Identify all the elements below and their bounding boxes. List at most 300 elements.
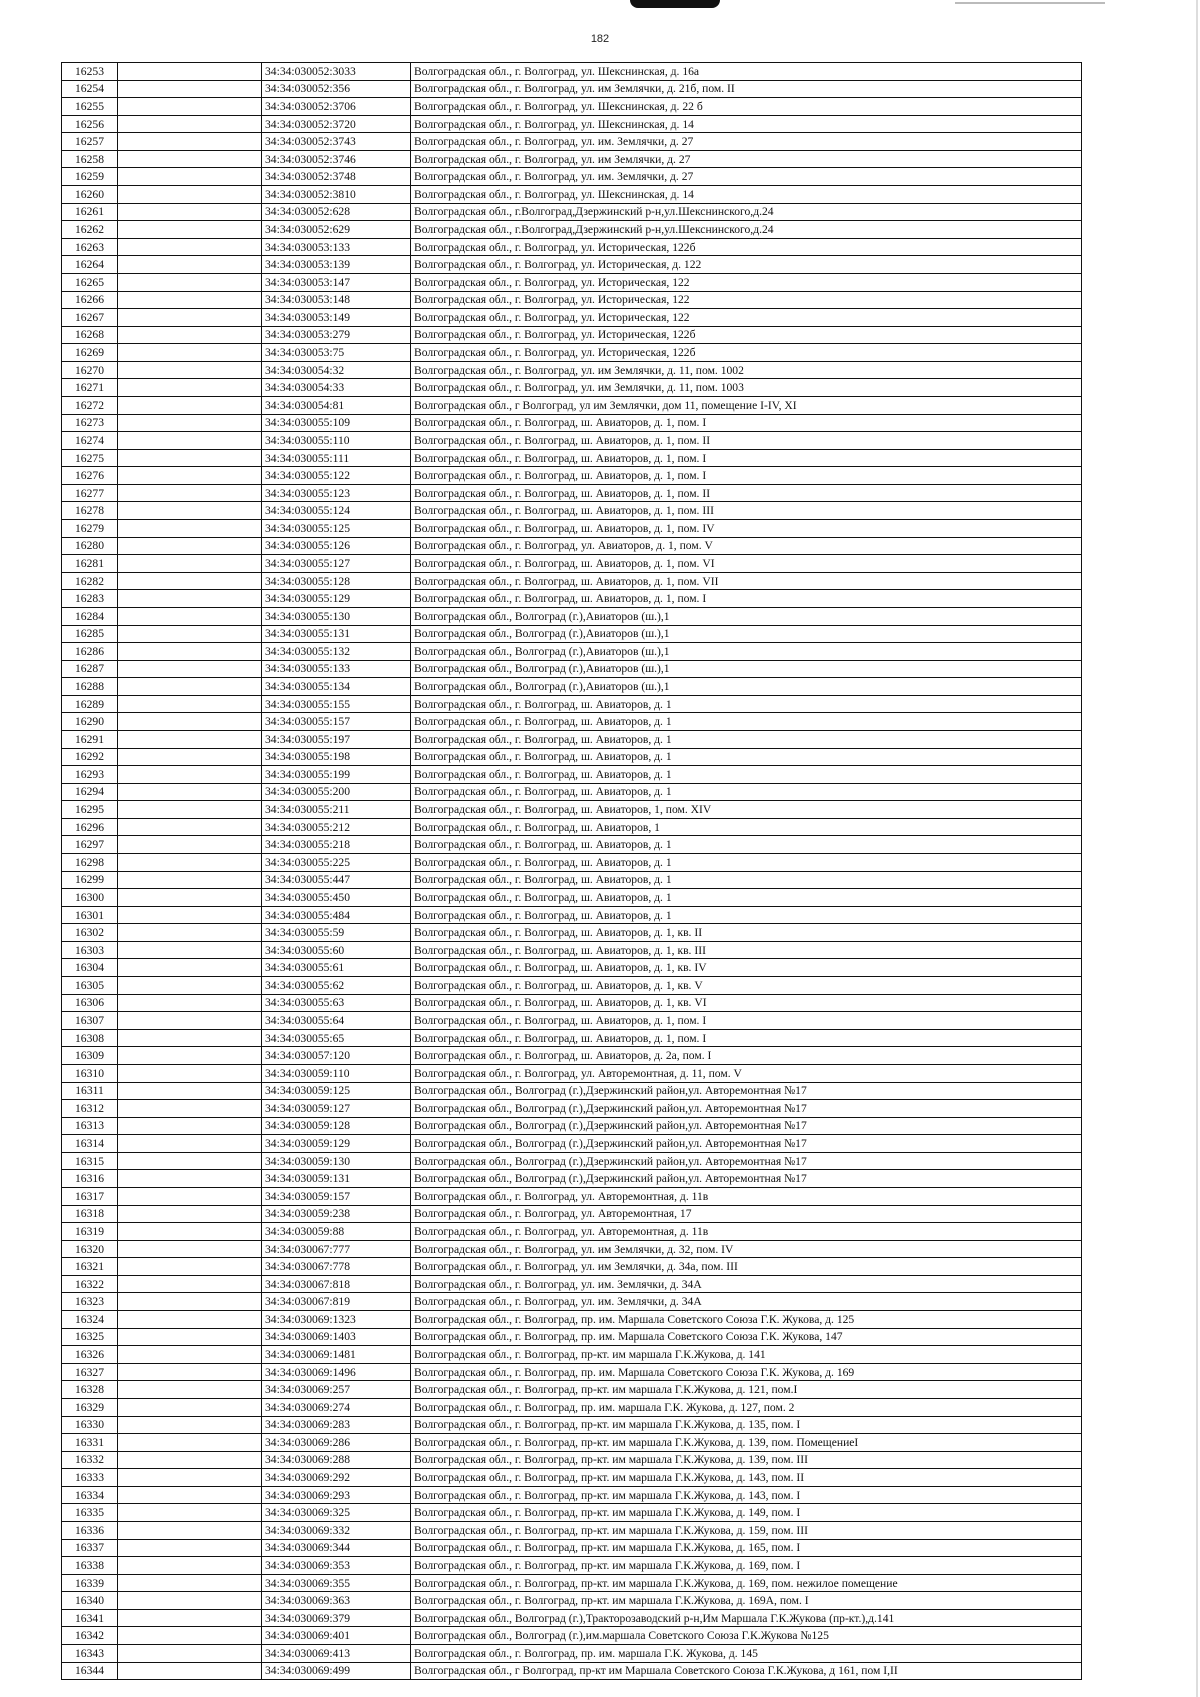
address: Волгоградская обл., г. Волгоград, ш. Авиаторов, д. 1, пом. I (411, 467, 1082, 485)
address: Волгоградская обл., г. Волгоград, ул. Шекснинская, д. 14 (411, 186, 1082, 204)
row-number: 16341 (62, 1609, 118, 1627)
address: Волгоградская обл., г. Волгоград, ш. Авиаторов, д. 1 (411, 766, 1082, 784)
blank-cell (118, 1504, 262, 1522)
blank-cell (118, 256, 262, 274)
table-row (62, 801, 1082, 819)
table-row (62, 1609, 1082, 1627)
cadastral-number: 34:34:030069:379 (262, 1609, 411, 1627)
cadastral-number: 34:34:030069:1481 (262, 1346, 411, 1364)
address: Волгоградская обл., Волгоград (г.),Дзержинский район,ул. Авторемонтная №17 (411, 1082, 1082, 1100)
cadastral-number: 34:34:030053:279 (262, 326, 411, 344)
address: Волгоградская обл., г. Волгоград, пр-кт. им маршала Г.К.Жукова, д. 169, пом. I (411, 1557, 1082, 1575)
row-number: 16275 (62, 449, 118, 467)
table-row (62, 1592, 1082, 1610)
row-number: 16272 (62, 396, 118, 414)
address: Волгоградская обл., г. Волгоград, ш. Авиаторов, д. 1 (411, 836, 1082, 854)
row-number: 16270 (62, 361, 118, 379)
blank-cell (118, 924, 262, 942)
table-row (62, 1451, 1082, 1469)
row-number: 16286 (62, 643, 118, 661)
cadastral-number: 34:34:030055:61 (262, 959, 411, 977)
cadastral-number: 34:34:030055:123 (262, 484, 411, 502)
table-row (62, 1152, 1082, 1170)
cadastral-number: 34:34:030052:3748 (262, 168, 411, 186)
cadastral-number: 34:34:030069:257 (262, 1381, 411, 1399)
address: Волгоградская обл., г. Волгоград, ш. Авиаторов, д. 1 (411, 713, 1082, 731)
table-row (62, 783, 1082, 801)
address: Волгоградская обл., Волгоград (г.),Авиаторов (ш.),1 (411, 643, 1082, 661)
table-row (62, 1012, 1082, 1030)
address: Волгоградская обл., г. Волгоград, ул. им. Землячки, д. 34А (411, 1275, 1082, 1293)
blank-cell (118, 1592, 262, 1610)
row-number: 16308 (62, 1029, 118, 1047)
row-number: 16344 (62, 1662, 118, 1680)
row-number: 16300 (62, 889, 118, 907)
blank-cell (118, 361, 262, 379)
row-number: 16335 (62, 1504, 118, 1522)
cadastral-number: 34:34:030053:148 (262, 291, 411, 309)
table-row (62, 871, 1082, 889)
address: Волгоградская обл., г. Волгоград, ул. Историческая, д. 122 (411, 256, 1082, 274)
address: Волгоградская обл., г. Волгоград, ш. Авиаторов, д. 1, пом. IV (411, 520, 1082, 538)
row-number: 16282 (62, 572, 118, 590)
table-row (62, 326, 1082, 344)
blank-cell (118, 1486, 262, 1504)
row-number: 16267 (62, 309, 118, 327)
row-number: 16278 (62, 502, 118, 520)
table-row (62, 730, 1082, 748)
table-row (62, 1521, 1082, 1539)
table-row (62, 1398, 1082, 1416)
blank-cell (118, 1539, 262, 1557)
registry-body (62, 63, 1082, 1680)
table-row (62, 941, 1082, 959)
blank-cell (118, 396, 262, 414)
address: Волгоградская обл., г. Волгоград, ш. Авиаторов, д. 1, кв. II (411, 924, 1082, 942)
blank-cell (118, 1275, 262, 1293)
row-number: 16323 (62, 1293, 118, 1311)
cadastral-number: 34:34:030069:274 (262, 1398, 411, 1416)
address: Волгоградская обл., г. Волгоград, ул. им Землячки, д. 27 (411, 150, 1082, 168)
blank-cell (118, 1188, 262, 1206)
table-row (62, 115, 1082, 133)
row-number: 16330 (62, 1416, 118, 1434)
row-number: 16318 (62, 1205, 118, 1223)
blank-cell (118, 1047, 262, 1065)
blank-cell (118, 1398, 262, 1416)
table-row (62, 994, 1082, 1012)
blank-cell (118, 98, 262, 116)
row-number: 16262 (62, 221, 118, 239)
cadastral-number: 34:34:030059:131 (262, 1170, 411, 1188)
address: Волгоградская обл., г. Волгоград, ул. Авиаторов, д. 1, пом. V (411, 537, 1082, 555)
row-number: 16312 (62, 1100, 118, 1118)
address: Волгоградская обл., Волгоград (г.),Дзержинский район,ул. Авторемонтная №17 (411, 1100, 1082, 1118)
blank-cell (118, 572, 262, 590)
row-number: 16256 (62, 115, 118, 133)
row-number: 16285 (62, 625, 118, 643)
cadastral-number: 34:34:030067:819 (262, 1293, 411, 1311)
row-number: 16280 (62, 537, 118, 555)
table-row (62, 1205, 1082, 1223)
table-row (62, 396, 1082, 414)
address: Волгоградская обл., г. Волгоград, ш. Авиаторов, д. 1, кв. III (411, 941, 1082, 959)
table-row (62, 1346, 1082, 1364)
table-row (62, 1504, 1082, 1522)
blank-cell (118, 80, 262, 98)
table-row (62, 1223, 1082, 1241)
blank-cell (118, 730, 262, 748)
cadastral-number: 34:34:030059:88 (262, 1223, 411, 1241)
cadastral-number: 34:34:030069:401 (262, 1627, 411, 1645)
blank-cell (118, 414, 262, 432)
table-row (62, 484, 1082, 502)
table-row (62, 889, 1082, 907)
address: Волгоградская обл., г. Волгоград, ул. Авторемонтная, д. 11в (411, 1188, 1082, 1206)
address: Волгоградская обл., Волгоград (г.),им.маршала Советского Союза Г.К.Жукова №125 (411, 1627, 1082, 1645)
cadastral-number: 34:34:030069:1403 (262, 1328, 411, 1346)
blank-cell (118, 1557, 262, 1575)
table-row (62, 1064, 1082, 1082)
table-row (62, 221, 1082, 239)
row-number: 16321 (62, 1258, 118, 1276)
blank-cell (118, 1012, 262, 1030)
blank-cell (118, 1100, 262, 1118)
row-number: 16258 (62, 150, 118, 168)
cadastral-number: 34:34:030059:130 (262, 1152, 411, 1170)
address: Волгоградская обл., г. Волгоград, ш. Авиаторов, д. 1 (411, 695, 1082, 713)
address: Волгоградская обл., г. Волгоград, ш. Авиаторов, д. 1, пом. I (411, 590, 1082, 608)
row-number: 16274 (62, 432, 118, 450)
blank-cell (118, 1574, 262, 1592)
table-row (62, 959, 1082, 977)
row-number: 16279 (62, 520, 118, 538)
cadastral-number: 34:34:030055:132 (262, 643, 411, 661)
table-row (62, 63, 1082, 81)
table-row (62, 924, 1082, 942)
blank-cell (118, 836, 262, 854)
cadastral-number: 34:34:030055:197 (262, 730, 411, 748)
cadastral-number: 34:34:030055:484 (262, 906, 411, 924)
cadastral-number: 34:34:030055:126 (262, 537, 411, 555)
row-number: 16313 (62, 1117, 118, 1135)
blank-cell (118, 1346, 262, 1364)
row-number: 16315 (62, 1152, 118, 1170)
cadastral-number: 34:34:030057:120 (262, 1047, 411, 1065)
blank-cell (118, 63, 262, 81)
blank-cell (118, 1293, 262, 1311)
blank-cell (118, 1328, 262, 1346)
row-number: 16331 (62, 1434, 118, 1452)
table-row (62, 379, 1082, 397)
scan-artifact-edge (1196, 0, 1198, 1697)
blank-cell (118, 221, 262, 239)
table-row (62, 1645, 1082, 1663)
table-row (62, 1557, 1082, 1575)
row-number: 16288 (62, 678, 118, 696)
row-number: 16305 (62, 977, 118, 995)
blank-cell (118, 467, 262, 485)
address: Волгоградская обл., г. Волгоград, пр-кт. им маршала Г.К.Жукова, д. 143, пом. I (411, 1486, 1082, 1504)
cadastral-number: 34:34:030055:110 (262, 432, 411, 450)
cadastral-number: 34:34:030069:413 (262, 1645, 411, 1663)
row-number: 16296 (62, 818, 118, 836)
table-row (62, 1328, 1082, 1346)
cadastral-number: 34:34:030069:288 (262, 1451, 411, 1469)
address: Волгоградская обл., г. Волгоград, ш. Авиаторов, д. 1 (411, 854, 1082, 872)
row-number: 16328 (62, 1381, 118, 1399)
table-row (62, 977, 1082, 995)
cadastral-number: 34:34:030054:81 (262, 396, 411, 414)
address: Волгоградская обл., г. Волгоград, ул. Авторемонтная, 17 (411, 1205, 1082, 1223)
cadastral-number: 34:34:030053:147 (262, 273, 411, 291)
cadastral-number: 34:34:030052:3706 (262, 98, 411, 116)
blank-cell (118, 854, 262, 872)
row-number: 16277 (62, 484, 118, 502)
address: Волгоградская обл., г.Волгоград,Дзержинский р-н,ул.Шекснинского,д.24 (411, 203, 1082, 221)
address: Волгоградская обл., г. Волгоград, ул. им Землячки, д. 34а, пом. III (411, 1258, 1082, 1276)
blank-cell (118, 941, 262, 959)
blank-cell (118, 1029, 262, 1047)
blank-cell (118, 977, 262, 995)
address: Волгоградская обл., г. Волгоград, ш. Авиаторов, д. 1, пом. I (411, 1012, 1082, 1030)
address: Волгоградская обл., г.Волгоград,Дзержинский р-н,ул.Шекснинского,д.24 (411, 221, 1082, 239)
blank-cell (118, 1117, 262, 1135)
blank-cell (118, 203, 262, 221)
blank-cell (118, 713, 262, 731)
row-number: 16325 (62, 1328, 118, 1346)
address: Волгоградская обл., г. Волгоград, пр-кт. им маршала Г.К.Жукова, д. 165, пом. I (411, 1539, 1082, 1557)
cadastral-number: 34:34:030069:1496 (262, 1363, 411, 1381)
row-number: 16287 (62, 660, 118, 678)
table-row (62, 1311, 1082, 1329)
cadastral-number: 34:34:030055:130 (262, 607, 411, 625)
table-row (62, 1240, 1082, 1258)
row-number: 16291 (62, 730, 118, 748)
table-row (62, 1293, 1082, 1311)
blank-cell (118, 432, 262, 450)
cadastral-number: 34:34:030055:155 (262, 695, 411, 713)
blank-cell (118, 1609, 262, 1627)
cadastral-number: 34:34:030052:628 (262, 203, 411, 221)
address: Волгоградская обл., г. Волгоград, ш. Авиаторов, д. 1, пом. II (411, 432, 1082, 450)
table-row (62, 203, 1082, 221)
cadastral-number: 34:34:030059:238 (262, 1205, 411, 1223)
cadastral-number: 34:34:030053:75 (262, 344, 411, 362)
row-number: 16265 (62, 273, 118, 291)
address: Волгоградская обл., г. Волгоград, ул. им. Землячки, д. 27 (411, 133, 1082, 151)
table-row (62, 1275, 1082, 1293)
row-number: 16253 (62, 63, 118, 81)
table-row (62, 1574, 1082, 1592)
table-row (62, 502, 1082, 520)
table-row (62, 1258, 1082, 1276)
blank-cell (118, 994, 262, 1012)
blank-cell (118, 643, 262, 661)
address: Волгоградская обл., г. Волгоград, ул. Историческая, 122 (411, 291, 1082, 309)
row-number: 16334 (62, 1486, 118, 1504)
blank-cell (118, 502, 262, 520)
blank-cell (118, 1205, 262, 1223)
address: Волгоградская обл., г. Волгоград, пр. им. Маршала Советского Союза Г.К. Жукова, д. 125 (411, 1311, 1082, 1329)
cadastral-number: 34:34:030055:109 (262, 414, 411, 432)
cadastral-number: 34:34:030055:122 (262, 467, 411, 485)
blank-cell (118, 678, 262, 696)
address: Волгоградская обл., г. Волгоград, ул. Историческая, 122б (411, 344, 1082, 362)
row-number: 16261 (62, 203, 118, 221)
address: Волгоградская обл., г. Волгоград, ш. Авиаторов, д. 1, кв. IV (411, 959, 1082, 977)
address: Волгоградская обл., г. Волгоград, ш. Авиаторов, д. 1, пом. I (411, 1029, 1082, 1047)
cadastral-number: 34:34:030069:353 (262, 1557, 411, 1575)
table-row (62, 1486, 1082, 1504)
table-row (62, 291, 1082, 309)
row-number: 16264 (62, 256, 118, 274)
table-row (62, 854, 1082, 872)
cadastral-number: 34:34:030055:60 (262, 941, 411, 959)
table-row (62, 133, 1082, 151)
address: Волгоградская обл., Волгоград (г.),Авиаторов (ш.),1 (411, 660, 1082, 678)
cadastral-number: 34:34:030059:128 (262, 1117, 411, 1135)
cadastral-number: 34:34:030069:332 (262, 1521, 411, 1539)
table-row (62, 1363, 1082, 1381)
address: Волгоградская обл., г Волгоград, пр-кт им Маршала Советского Союза Г.К.Жукова, д 161, пом I,II (411, 1662, 1082, 1680)
row-number: 16319 (62, 1223, 118, 1241)
table-row (62, 467, 1082, 485)
table-row (62, 1469, 1082, 1487)
cadastral-number: 34:34:030053:133 (262, 238, 411, 256)
cadastral-number: 34:34:030055:124 (262, 502, 411, 520)
blank-cell (118, 133, 262, 151)
cadastral-number: 34:34:030055:211 (262, 801, 411, 819)
table-row (62, 555, 1082, 573)
row-number: 16322 (62, 1275, 118, 1293)
blank-cell (118, 309, 262, 327)
cadastral-number: 34:34:030059:129 (262, 1135, 411, 1153)
cadastral-number: 34:34:030052:3743 (262, 133, 411, 151)
address: Волгоградская обл., г. Волгоград, ш. Авиаторов, д. 2а, пом. I (411, 1047, 1082, 1065)
row-number: 16324 (62, 1311, 118, 1329)
table-row (62, 168, 1082, 186)
row-number: 16269 (62, 344, 118, 362)
address: Волгоградская обл., г. Волгоград, пр-кт. им маршала Г.К.Жукова, д. 149, пом. I (411, 1504, 1082, 1522)
blank-cell (118, 1662, 262, 1680)
address: Волгоградская обл., г. Волгоград, ш. Авиаторов, д. 1, кв. VI (411, 994, 1082, 1012)
cadastral-number: 34:34:030055:212 (262, 818, 411, 836)
row-number: 16268 (62, 326, 118, 344)
cadastral-number: 34:34:030052:3720 (262, 115, 411, 133)
address: Волгоградская обл., г. Волгоград, ш. Авиаторов, д. 1, пом. I (411, 414, 1082, 432)
table-row (62, 607, 1082, 625)
blank-cell (118, 1416, 262, 1434)
cadastral-number: 34:34:030055:218 (262, 836, 411, 854)
cadastral-number: 34:34:030052:3810 (262, 186, 411, 204)
cadastral-number: 34:34:030055:125 (262, 520, 411, 538)
cadastral-number: 34:34:030069:363 (262, 1592, 411, 1610)
cadastral-number: 34:34:030069:292 (262, 1469, 411, 1487)
address: Волгоградская обл., г. Волгоград, ул. Историческая, 122 (411, 309, 1082, 327)
row-number: 16309 (62, 1047, 118, 1065)
blank-cell (118, 344, 262, 362)
cadastral-number: 34:34:030055:131 (262, 625, 411, 643)
cadastral-number: 34:34:030055:447 (262, 871, 411, 889)
blank-cell (118, 291, 262, 309)
cadastral-number: 34:34:030067:777 (262, 1240, 411, 1258)
cadastral-number: 34:34:030055:133 (262, 660, 411, 678)
cadastral-number: 34:34:030055:64 (262, 1012, 411, 1030)
table-row (62, 1170, 1082, 1188)
blank-cell (118, 1434, 262, 1452)
address: Волгоградская обл., г. Волгоград, ул. Авторемонтная, д. 11в (411, 1223, 1082, 1241)
table-row (62, 414, 1082, 432)
table-row (62, 572, 1082, 590)
address: Волгоградская обл., г. Волгоград, ш. Авиаторов, д. 1 (411, 906, 1082, 924)
cadastral-number: 34:34:030055:134 (262, 678, 411, 696)
table-row (62, 818, 1082, 836)
cadastral-number: 34:34:030069:355 (262, 1574, 411, 1592)
address: Волгоградская обл., Волгоград (г.),Авиаторов (ш.),1 (411, 625, 1082, 643)
row-number: 16306 (62, 994, 118, 1012)
cadastral-number: 34:34:030059:125 (262, 1082, 411, 1100)
blank-cell (118, 449, 262, 467)
row-number: 16332 (62, 1451, 118, 1469)
cadastral-number: 34:34:030069:1323 (262, 1311, 411, 1329)
blank-cell (118, 1223, 262, 1241)
blank-cell (118, 660, 262, 678)
blank-cell (118, 168, 262, 186)
table-row (62, 766, 1082, 784)
cadastral-number: 34:34:030055:157 (262, 713, 411, 731)
address: Волгоградская обл., г. Волгоград, пр. им. Маршала Советского Союза Г.К. Жукова, д. 169 (411, 1363, 1082, 1381)
address: Волгоградская обл., г. Волгоград, ш. Авиаторов, д. 1 (411, 889, 1082, 907)
address: Волгоградская обл., г. Волгоград, ш. Авиаторов, д. 1, пом. VI (411, 555, 1082, 573)
blank-cell (118, 818, 262, 836)
address: Волгоградская обл., г. Волгоград, ш. Авиаторов, д. 1 (411, 783, 1082, 801)
row-number: 16289 (62, 695, 118, 713)
blank-cell (118, 1152, 262, 1170)
table-row (62, 1135, 1082, 1153)
table-row (62, 1117, 1082, 1135)
address: Волгоградская обл., г. Волгоград, пр-кт. им маршала Г.К.Жукова, д. 135, пом. I (411, 1416, 1082, 1434)
row-number: 16263 (62, 238, 118, 256)
cadastral-number: 34:34:030067:778 (262, 1258, 411, 1276)
row-number: 16316 (62, 1170, 118, 1188)
blank-cell (118, 1082, 262, 1100)
scan-artifact-top (630, 0, 720, 8)
blank-cell (118, 1645, 262, 1663)
blank-cell (118, 801, 262, 819)
address: Волгоградская обл., г. Волгоград, пр-кт. им маршала Г.К.Жукова, д. 159, пом. III (411, 1521, 1082, 1539)
row-number: 16276 (62, 467, 118, 485)
address: Волгоградская обл., г. Волгоград, ул. им Землячки, д. 21б, пом. II (411, 80, 1082, 98)
row-number: 16293 (62, 766, 118, 784)
blank-cell (118, 186, 262, 204)
address: Волгоградская обл., г. Волгоград, пр-кт. им маршала Г.К.Жукова, д. 169, пом. нежилое помещение (411, 1574, 1082, 1592)
blank-cell (118, 1469, 262, 1487)
row-number: 16302 (62, 924, 118, 942)
row-number: 16283 (62, 590, 118, 608)
cadastral-number: 34:34:030055:111 (262, 449, 411, 467)
cadastral-number: 34:34:030055:62 (262, 977, 411, 995)
address: Волгоградская обл., г. Волгоград, пр-кт. им маршала Г.К.Жукова, д. 121, пом.I (411, 1381, 1082, 1399)
address: Волгоградская обл., г. Волгоград, пр-кт. им маршала Г.К.Жукова, д. 139, пом. III (411, 1451, 1082, 1469)
blank-cell (118, 959, 262, 977)
row-number: 16311 (62, 1082, 118, 1100)
address: Волгоградская обл., г. Волгоград, пр-кт. им маршала Г.К.Жукова, д. 141 (411, 1346, 1082, 1364)
row-number: 16343 (62, 1645, 118, 1663)
cadastral-number: 34:34:030055:225 (262, 854, 411, 872)
address: Волгоградская обл., г. Волгоград, ш. Авиаторов, 1, пом. XIV (411, 801, 1082, 819)
table-row (62, 1100, 1082, 1118)
